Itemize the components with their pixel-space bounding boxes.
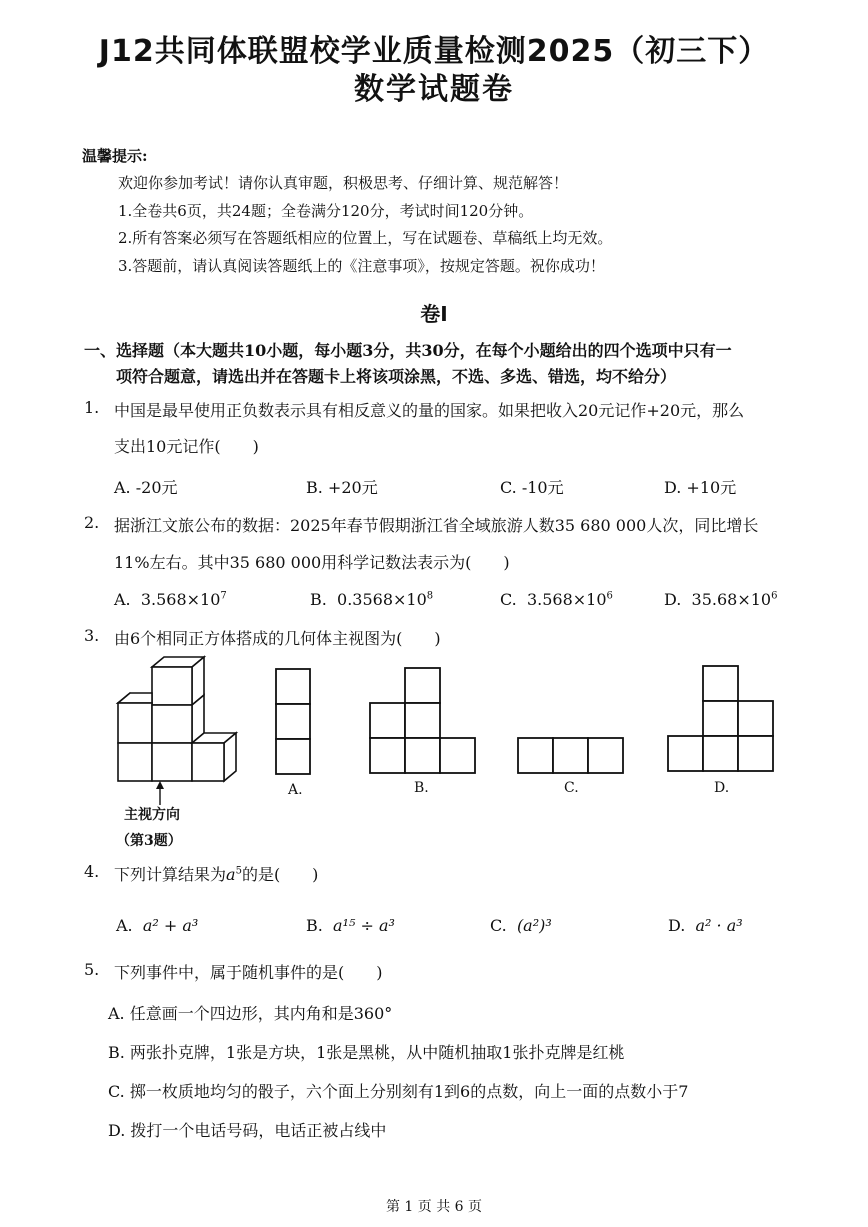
- option-letter: D.: [664, 590, 682, 609]
- option-a: A. 任意画一个四边形，其内角和是360°: [108, 1004, 393, 1023]
- figure-caption: （第3题）: [116, 833, 182, 849]
- option-letter: B.: [310, 590, 327, 609]
- option-a: A. -20元: [114, 478, 178, 497]
- question-number: 3.: [84, 626, 100, 645]
- option-exponent: 7: [220, 590, 227, 602]
- option-letter: C.: [490, 916, 507, 935]
- volume-label: 卷Ⅰ: [420, 302, 448, 326]
- option-a: [116, 916, 198, 935]
- tip-line: 1.全卷共6页，共24题；全卷满分120分，考试时间120分钟。: [118, 202, 534, 220]
- option-d: [664, 590, 777, 609]
- option-d: [668, 916, 743, 935]
- tip-line: 3.答题前，请认真阅读答题纸上的《注意事项》，按规定答题。祝你成功！: [118, 257, 605, 275]
- option-expression: a¹⁵ ÷ a³: [333, 916, 395, 935]
- view-option-b: [369, 667, 477, 775]
- option-a: [114, 590, 227, 609]
- option-letter: D.: [668, 916, 686, 935]
- figure-label-d: D.: [714, 780, 730, 796]
- option-expression: a² + a³: [142, 916, 199, 935]
- exam-title: J12共同体联盟校学业质量检测2025（初三下）: [98, 34, 770, 69]
- question-number: 4.: [84, 862, 100, 881]
- option-base: 3.568×10: [140, 590, 221, 609]
- question-text: 11%左右。其中35 680 000用科学记数法表示为( ): [114, 553, 510, 572]
- option-letter: A.: [116, 916, 133, 935]
- option-exponent: 6: [771, 590, 778, 602]
- figure-label-c: C.: [564, 780, 579, 796]
- question-number: 1.: [84, 398, 100, 417]
- option-exponent: 6: [606, 590, 613, 602]
- section-heading: 一、选择题（本大题共10小题，每小题3分，共30分，在每个小题给出的四个选项中只有一: [84, 341, 732, 360]
- option-expression: a² · a³: [695, 916, 743, 935]
- tips-heading: 温馨提示:: [82, 147, 148, 165]
- question-number: 5.: [84, 960, 100, 979]
- tip-line: 欢迎你参加考试！请你认真审题，积极思考、仔细计算、规范解答！: [118, 174, 569, 192]
- page-footer: 第 1 页 共 6 页: [385, 1199, 483, 1215]
- option-expression: (a²)³: [516, 916, 552, 935]
- option-b: [310, 590, 433, 609]
- exam-subtitle: 数学试题卷: [354, 72, 514, 107]
- option-letter: A.: [114, 590, 131, 609]
- figure-label-b: B.: [414, 780, 429, 796]
- option-c: [500, 590, 613, 609]
- question-text-pre: 下列计算结果为: [114, 865, 227, 884]
- option-c: C. -10元: [500, 478, 564, 497]
- tip-line: 2.所有答案必须写在答题纸相应的位置上，写在试题卷、草稿纸上均无效。: [118, 229, 613, 247]
- question-text: 支出10元记作( ): [114, 437, 259, 456]
- figure-label-a: A.: [288, 782, 303, 798]
- view-direction-label: 主视方向: [124, 807, 180, 823]
- variable-a: a: [226, 865, 236, 884]
- question-text: 中国是最早使用正负数表示具有相反意义的量的国家。如果把收入20元记作+20元，那么: [114, 401, 745, 420]
- option-c: C. 掷一枚质地均匀的骰子，六个面上分别刻有1到6的点数，向上一面的点数小于7: [108, 1082, 689, 1101]
- option-base: 3.568×10: [526, 590, 607, 609]
- question-text: 由6个相同正方体搭成的几何体主视图为( ): [114, 629, 441, 648]
- section-heading-cont: 项符合题意，请选出并在答题卡上将该项涂黑，不选、多选、错选，均不给分）: [116, 367, 677, 386]
- question-text: 下列事件中，属于随机事件的是( ): [114, 963, 383, 982]
- option-b: [306, 916, 395, 935]
- question-number: 2.: [84, 513, 100, 532]
- option-base: 0.3568×10: [337, 590, 427, 609]
- option-c: [490, 916, 552, 935]
- option-d: D. 拨打一个电话号码，电话正被占线中: [108, 1121, 387, 1140]
- option-letter: B.: [306, 916, 323, 935]
- cube-solid-figure: [112, 655, 247, 805]
- view-option-c: [517, 737, 625, 775]
- option-b: B. 两张扑克牌，1张是方块，1张是黑桃，从中随机抽取1张扑克牌是红桃: [108, 1043, 625, 1062]
- question-text: [114, 862, 318, 885]
- option-exponent: 8: [426, 590, 434, 602]
- view-option-a: [275, 668, 311, 776]
- question-text: 据浙江文旅公布的数据：2025年春节假期浙江省全域旅游人数35 680 000人次，同比增长: [114, 516, 759, 535]
- option-b: B. +20元: [306, 478, 378, 497]
- question-text-post: 的是( ): [241, 865, 319, 884]
- option-letter: C.: [500, 590, 517, 609]
- option-d: D. +10元: [664, 478, 737, 497]
- option-base: 35.68×10: [691, 590, 772, 609]
- exponent: 5: [235, 865, 242, 877]
